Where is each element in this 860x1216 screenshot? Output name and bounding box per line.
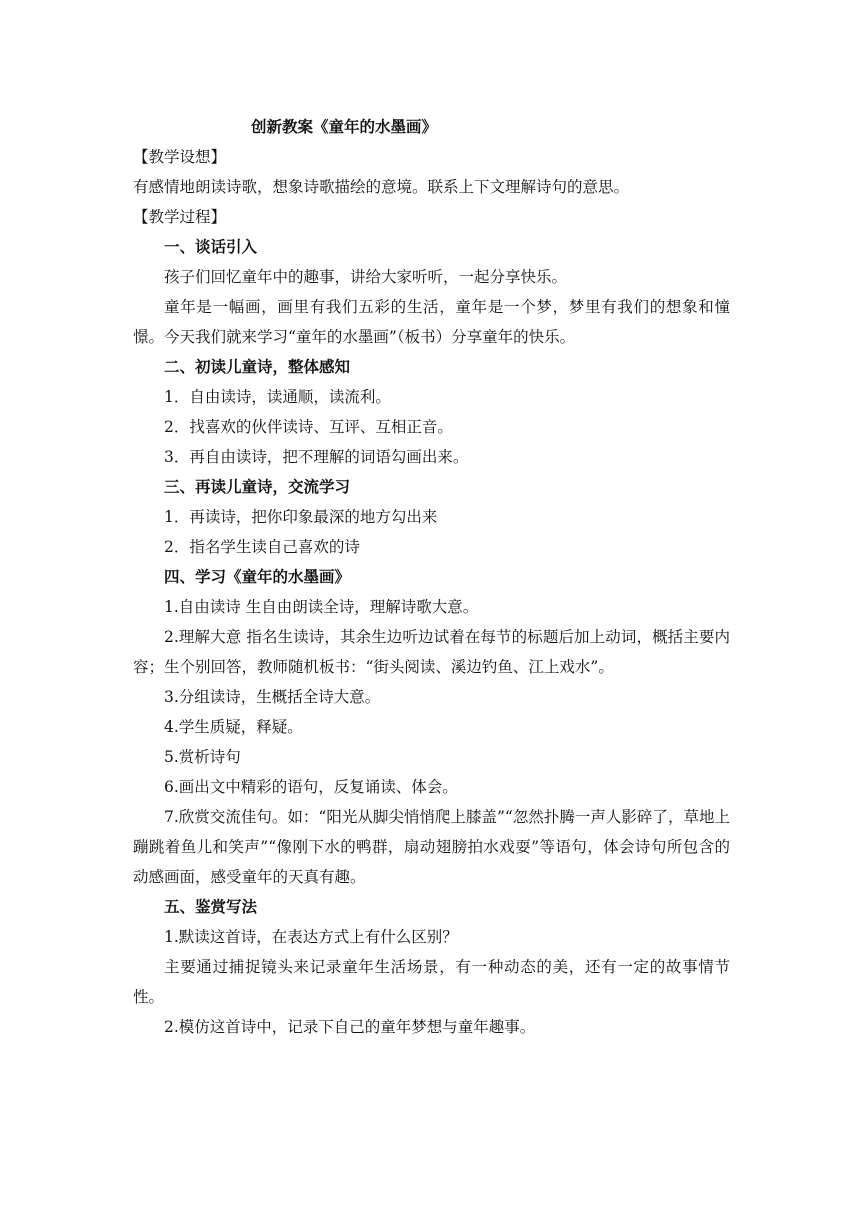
section1-paragraph-1: 孩子们回忆童年中的趣事，讲给大家听听，一起分享快乐。 [164,268,568,286]
section4-item-5: 5.赏析诗句 [164,748,241,766]
section3-item-2: 2．指名学生读自己喜欢的诗 [164,538,360,556]
section3-heading: 三、再读儿童诗，交流学习 [164,477,351,496]
section4-item-2: 2.理解大意 指名生读诗，其余生边听边试着在每节的标题后加上动词，概括主要内容；生个别回答，教师随机板书：“街头阅读、溪边钓鱼、江上戏水”。 [133,628,730,676]
section2-item-1: 1．自由读诗，读通顺，读流利。 [164,388,391,406]
document-body [133,112,730,1042]
process-heading: 【教学过程】 [133,208,227,226]
section4-item-4: 4.学生质疑，释疑。 [164,718,303,736]
section4-heading: 四、学习《童年的水墨画》 [164,567,351,586]
section4-item-1: 1.自由读诗 生自由朗读全诗，理解诗歌大意。 [164,598,479,616]
section2-heading: 二、初读儿童诗，整体感知 [164,357,351,376]
section5-paragraph: 主要通过捕捉镜头来记录童年生活场景，有一种动态的美，还有一定的故事情节性。 [133,958,730,1006]
section2-item-2: 2．找喜欢的伙伴读诗、互评、互相正音。 [164,418,453,436]
section1-heading: 一、谈话引入 [164,237,258,256]
section5-heading: 五、鉴赏写法 [164,897,258,916]
section4-item-3: 3.分组读诗，生概括全诗大意。 [164,688,381,706]
section1-paragraph-2: 童年是一幅画，画里有我们五彩的生活，童年是一个梦，梦里有我们的想象和憧憬。今天我们就来学习“童年的水墨画”（板书）分享童年的快乐。 [133,298,730,346]
section3-item-1: 1．再读诗，把你印象最深的地方勾出来 [164,508,438,526]
section2-item-3: 3．再自由读诗，把不理解的词语勾画出来。 [164,448,469,466]
document-title: 创新教案《童年的水墨画》 [251,117,438,136]
design-heading: 【教学设想】 [133,148,227,166]
design-text: 有感情地朗读诗歌，想象诗歌描绘的意境。联系上下文理解诗句的意思。 [133,178,630,196]
section5-item-1: 1.默读这首诗，在表达方式上有什么区别？ [164,928,458,946]
section4-item-6: 6.画出文中精彩的语句，反复诵读、体会。 [164,778,458,796]
section4-item-7: 7.欣赏交流佳句。如：“阳光从脚尖悄悄爬上膝盖”“忽然扑腾一声人影碎了，草地上蹦跳着鱼儿和笑声”“像刚下水的鸭群，扇动翅膀拍水戏耍”等语句，体会诗句所包含的动感画面，感受童年的天真有趣。 [133,808,730,886]
section5-item-2: 2.模仿这首诗中，记录下自己的童年梦想与童年趣事。 [164,1018,536,1036]
